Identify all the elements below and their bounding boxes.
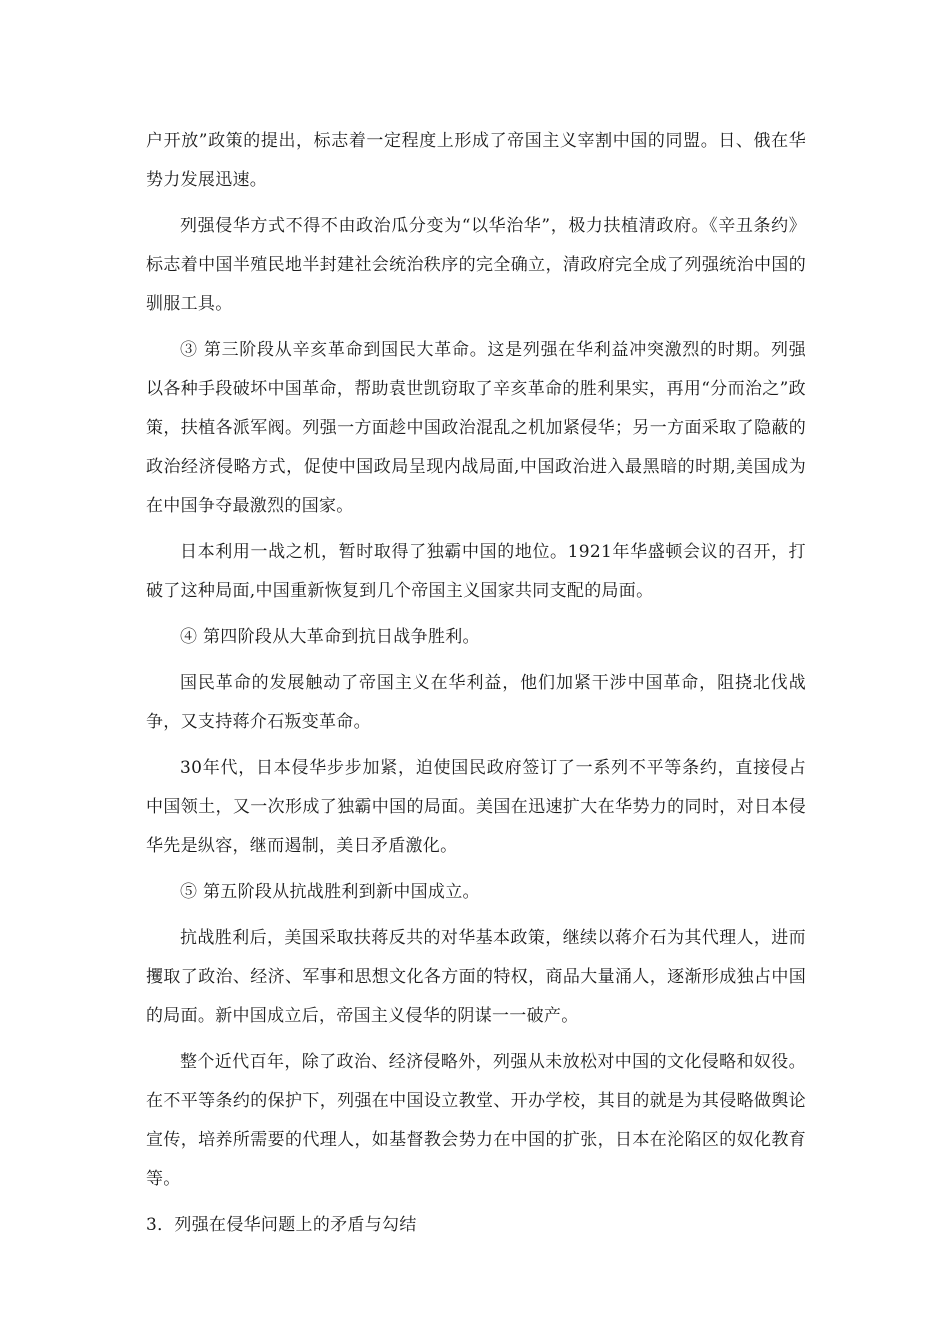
paragraph: 抗战胜利后，美国采取扶蒋反共的对华基本政策，继续以蒋介石为其代理人，进而攫取了政治、经济、军事和思想文化各方面的特权，商品大量涌人，逐渐形成独占中国的局面。新中国成立后，帝国主义侵华的阴谋一一破产。 [146, 928, 806, 1026]
paragraph: 国民革命的发展触动了帝国主义在华利益，他们加紧干涉中国革命，阻挠北伐战争，又支持蒋介石叛变革命。 [146, 673, 806, 732]
paragraph-stage-three: ③ 第三阶段从辛亥革命到国民大革命。这是列强在华利益冲突激烈的时期。列强以各种手段破坏中国革命，帮助袁世凯窃取了辛亥革命的胜利果实，再用“分而治之”政策，扶植各派军阀。列强一方面趁中国政治混乱之机加紧侵华；另一方面采取了隐蔽的政治经济侵略方式，促使中国政局呈现内战局面,中国政治进入最黑暗的时期,美国成为在中国争夺最激烈的国家。 [146, 340, 806, 516]
paragraph-stage-five: ⑤ 第五阶段从抗战胜利到新中国成立。 [180, 882, 480, 902]
paragraph: 列强侵华方式不得不由政治瓜分变为“以华治华”，极力扶植清政府。《辛丑条约》标志着中国半殖民地半封建社会统治秩序的完全确立，清政府完全成了列强统治中国的驯服工具。 [146, 216, 806, 314]
paragraph-stage-four: ④ 第四阶段从大革命到抗日战争胜利。 [180, 627, 480, 647]
paragraph: 整个近代百年，除了政治、经济侵略外，列强从未放松对中国的文化侵略和奴役。在不平等条约的保护下，列强在中国设立教堂、开办学校，其目的就是为其侵略做舆论宣传，培养所需要的代理人，如基督教会势力在中国的扩张，日本在沦陷区的奴化教育等。 [146, 1052, 806, 1189]
paragraph: 30年代，日本侵华步步加紧，迫使国民政府签订了一系列不平等条约，直接侵占中国领土，又一次形成了独霸中国的局面。美国在迅速扩大在华势力的同时，对日本侵华先是纵容，继而遏制，美日矛盾激化。 [146, 758, 806, 856]
section-heading: 3．列强在侵华问题上的矛盾与勾结 [146, 1215, 417, 1235]
paragraph-continuation: 户开放”政策的提出，标志着一定程度上形成了帝国主义宰割中国的同盟。日、俄在华势力发展迅速。 [146, 131, 806, 190]
document-body [146, 122, 806, 1252]
paragraph: 日本利用一战之机，暂时取得了独霸中国的地位。1921年华盛顿会议的召开，打破了这种局面,中国重新恢复到几个帝国主义国家共同支配的局面。 [146, 542, 806, 601]
